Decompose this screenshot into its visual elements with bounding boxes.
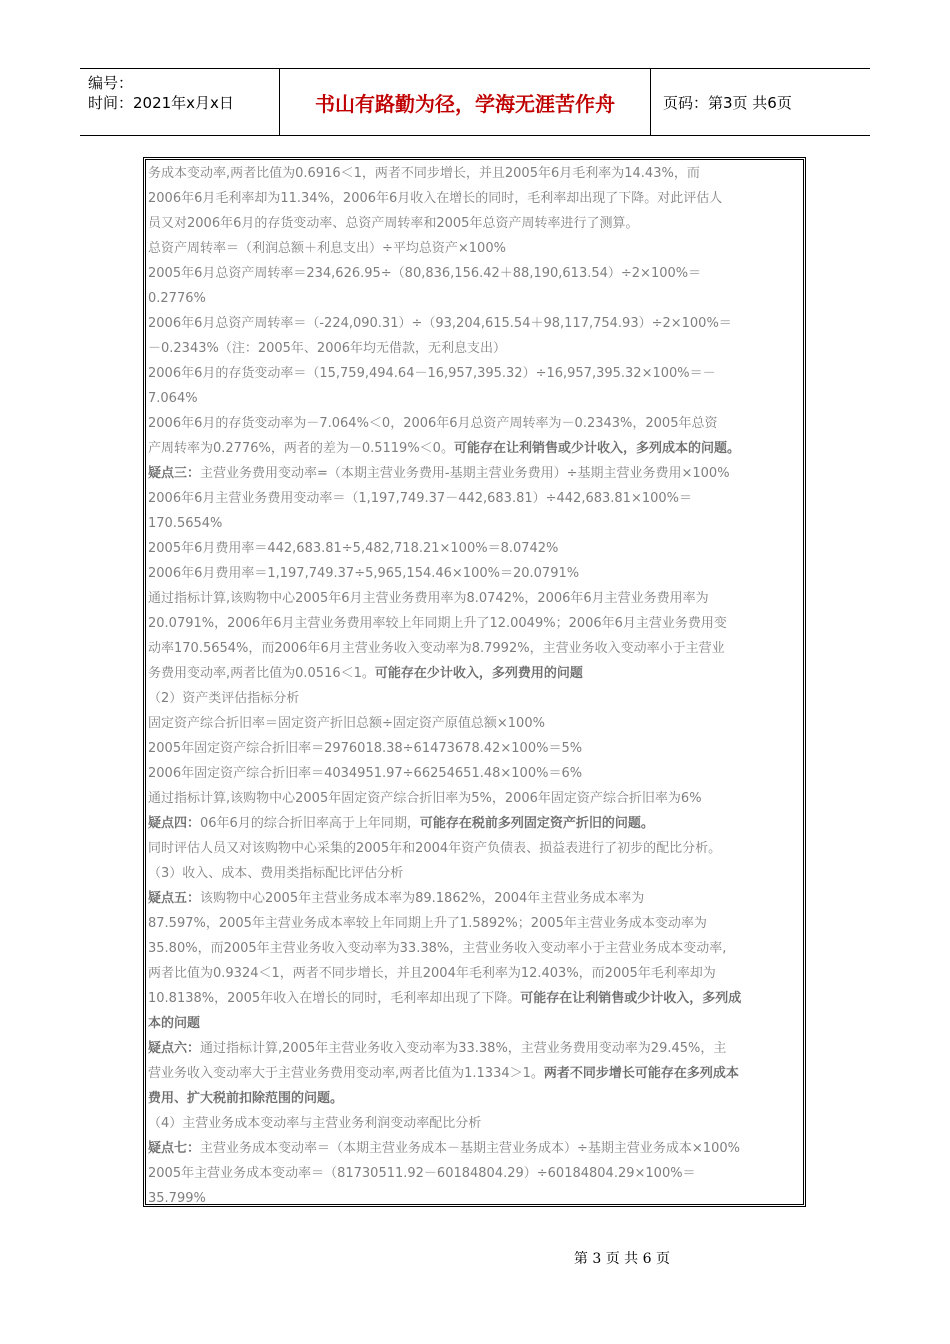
text-line [148,1136,801,1161]
text-line [148,436,801,461]
emphasis-text: 可能存在让利销售或少计收入，多列成 [520,991,742,1006]
emphasis-text: 疑点五： [148,891,201,906]
text-line [148,236,801,261]
body-text: 通过指标计算,该购物中心2005年6月主营业务费用率为8.0742%，2006年6月主营业务费用率为 [148,591,709,606]
body-text: 通过指标计算,该购物中心2005年固定资产综合折旧率为5%，2006年固定资产综合折旧率为6% [148,791,702,806]
body-text: 2005年6月总资产周转率＝234,626.95÷（80,836,156.42＋88,190,613.54）÷2×100%＝ [148,266,702,281]
body-text: 两者比值为0.9324＜1，两者不同步增长，并且2004年毛利率为12.403%，而2005年毛利率却为 [148,966,716,981]
emphasis-text: 费用、扩大税前扣除范围的问题。 [148,1091,344,1106]
text-line [148,536,801,561]
text-line [148,961,801,986]
body-text: 2005年固定资产综合折旧率＝2976018.38÷61473678.42×100%＝5% [148,741,583,756]
body-text: 2005年6月费用率＝442,683.81÷5,482,718.21×100%＝8.0742% [148,541,559,556]
text-line [148,1186,801,1207]
text-line [148,611,801,636]
body-text: 2006年6月主营业务费用变动率＝（1,197,749.37－442,683.81）÷442,683.81×100%＝ [148,491,693,506]
body-text: 20.0791%，2006年6月主营业务费用率较上年同期上升了12.0049%；2006年6月主营业务费用变 [148,616,727,631]
text-line [148,486,801,511]
text-line [148,686,801,711]
text-line [148,986,801,1011]
body-text: 动率170.5654%，而2006年6月主营业务收入变动率为8.7992%，主营业务收入变动率小于主营业 [148,641,725,656]
text-line [148,586,801,611]
body-text: 2006年固定资产综合折旧率＝4034951.97÷66254651.48×100%＝6% [148,766,583,781]
body-text: 产周转率为0.2776%，两者的差为－0.5119%＜0。 [148,441,454,456]
code-label: 编号： [88,74,134,92]
body-text: （3）收入、成本、费用类指标配比评估分析 [148,866,404,881]
text-line [148,1061,801,1086]
body-text: 营业务收入变动率大于主营业务费用变动率,两者比值为1.1334＞1。 [148,1066,544,1081]
motto-text: 书山有路勤为径，学海无涯苦作舟 [280,69,651,135]
body-text: 2006年6月的存货变动率＝（15,759,494.64－16,957,395.32）÷16,957,395.32×100%＝－ [148,366,716,381]
body-text: 2006年6月的存货变动率为－7.064%＜0，2006年6月总资产周转率为－0.2343%，2005年总资 [148,416,718,431]
body-text: －0.2343%（注：2005年、2006年均无借款，无利息支出） [148,341,507,356]
body-text: 170.5654% [148,516,223,531]
text-line [148,511,801,536]
body-text: 35.799% [148,1191,206,1206]
body-text: 0.2776% [148,291,206,306]
body-text: 2006年6月总资产周转率＝（-224,090.31）÷（93,204,615.54＋98,117,754.93）÷2×100%＝ [148,316,732,331]
text-line [148,811,801,836]
page-info: 页码：第3页 共6页 [663,93,792,112]
text-line [148,636,801,661]
text-line [148,261,801,286]
text-line [148,311,801,336]
body-text: 06年6月的综合折旧率高于上年同期， [200,816,420,831]
text-line [148,761,801,786]
text-line [148,461,801,486]
text-line [148,711,801,736]
text-line [148,561,801,586]
text-line [148,936,801,961]
body-text: 务成本变动率,两者比值为0.6916＜1，两者不同步增长，并且2005年6月毛利率为14.43%，而 [148,166,700,181]
emphasis-text: 可能存在让利销售或少计收入，多列成本的问题。 [453,441,740,456]
text-line [148,286,801,311]
body-text: 87.597%，2005年主营业务成本率较上年同期上升了1.5892%；2005年主营业务成本变动率为 [148,916,707,931]
body-text: 7.064% [148,391,198,406]
body-text: （2）资产类评估指标分析 [148,691,300,706]
body-text: 该购物中心2005年主营业务成本率为89.1862%，2004年主营业务成本率为 [200,891,645,906]
emphasis-text: 两者不同步增长可能存在多列成本 [543,1066,739,1081]
text-line [148,836,801,861]
body-text: 35.80%，而2005年主营业务收入变动率为33.38%，主营业务收入变动率小于主营业务成本变动率, [148,941,727,956]
text-line [148,1086,801,1111]
body-text: 主营业务费用变动率=（本期主营业务费用-基期主营业务费用）÷基期主营业务费用×100% [200,466,730,481]
emphasis-text: 本的问题 [148,1016,201,1031]
body-text: 2005年主营业务成本变动率＝（81730511.92－60184804.29）÷60184804.29×100%＝ [148,1166,696,1181]
time-label: 时间：2021年x月x日 [88,94,234,112]
body-text: 主营业务成本变动率＝（本期主营业务成本－基期主营业务成本）÷基期主营业务成本×100% [200,1141,740,1156]
body-text: 员又对2006年6月的存货变动率、总资产周转率和2005年总资产周转率进行了测算。 [148,216,639,231]
text-line [148,911,801,936]
text-line [148,1161,801,1186]
emphasis-text: 疑点三： [148,466,201,481]
text-line [148,886,801,911]
text-line [148,786,801,811]
text-line [148,161,801,186]
page-footer [0,1248,950,1268]
text-line [148,186,801,211]
text-line [148,386,801,411]
emphasis-text: 疑点四： [148,816,201,831]
body-text: （4）主营业务成本变动率与主营业务利润变动率配比分析 [148,1116,482,1131]
text-line [148,736,801,761]
text-line [148,211,801,236]
text-line [148,361,801,386]
emphasis-text: 可能存在税前多列固定资产折旧的问题。 [419,816,654,831]
emphasis-text: 疑点六： [148,1041,201,1056]
content-box [143,157,806,1207]
page-header [80,68,870,136]
text-line [148,1111,801,1136]
emphasis-text: 可能存在少计收入，多列费用的问题 [374,666,583,681]
body-text: 2006年6月毛利率却为11.34%，2006年6月收入在增长的同时，毛利率却出现了下降。对此评估人 [148,191,723,206]
body-text: 总资产周转率＝（利润总额＋利息支出）÷平均总资产×100% [148,241,506,256]
body-text: 固定资产综合折旧率＝固定资产折旧总额÷固定资产原值总额×100% [148,716,545,731]
text-line [148,1036,801,1061]
body-text: 2006年6月费用率＝1,197,749.37÷5,965,154.46×100%＝20.0791% [148,566,580,581]
header-left-cell [80,69,280,135]
body-text: 同时评估人员又对该购物中心采集的2005年和2004年资产负债表、损益表进行了初步的配比分析。 [148,841,722,856]
text-line [148,411,801,436]
footer-page-number: 第 3 页 共 6 页 [573,1251,670,1267]
text-line [148,1011,801,1036]
body-text: 10.8138%，2005年收入在增长的同时，毛利率却出现了下降。 [148,991,521,1006]
body-text: 务费用变动率,两者比值为0.0516＜1。 [148,666,375,681]
body-text: 通过指标计算,2005年主营业务收入变动率为33.38%，主营业务费用变动率为29.45%，主 [200,1041,727,1056]
emphasis-text: 疑点七： [148,1141,201,1156]
text-line [148,661,801,686]
text-line [148,861,801,886]
text-line [148,336,801,361]
